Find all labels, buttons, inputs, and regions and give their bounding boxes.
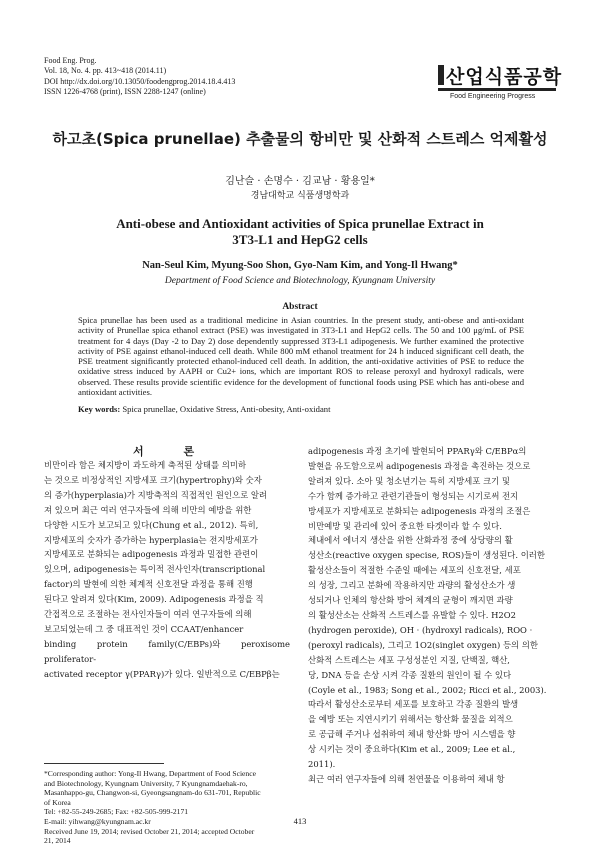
right-line: 성되거나 인체의 항산화 방어 체계의 균형이 깨지면 과량	[308, 595, 513, 606]
footnote-divider	[44, 763, 164, 764]
right-line: 의 활성산소는 산화적 스트레스를 유발할 수 있다. H2O2	[308, 609, 516, 620]
right-line: 따라서 활성산소로부터 세포를 보호하고 각종 질환의 발생	[308, 699, 519, 710]
english-title-line-1: Anti-obese and Antioxidant activities of Spica prunellae Extract in	[116, 216, 484, 231]
journal-doi: DOI http://dx.doi.org/10.13050/foodengprog.2014.18.4.413	[44, 76, 236, 86]
right-line: 당, DNA 등을 손상 시켜 각종 질환의 원인이 될 수 있다	[308, 669, 512, 680]
left-line: factor)의 발현에 의한 체계적 신호전달 과정을 통해 진행	[44, 579, 253, 590]
journal-issn: ISSN 1226-4768 (print), ISSN 2288-1247 (online)	[44, 86, 206, 96]
page-number: 413	[293, 816, 307, 826]
left-line: 지방세포로 분화되는 adipogenesis 과정과 밀접한 관련이	[44, 549, 259, 560]
right-line: 산화적 스트레스는 세포 구성성분인 지질, 단백질, 핵산,	[308, 654, 510, 665]
footnote-line: of Korea	[44, 797, 71, 807]
keywords-text: Spica prunellae, Oxidative Stress, Anti-obesity, Anti-oxidant	[122, 404, 331, 414]
right-line: adipogenesis 과정 초기에 발현되어 PPARγ와 C/EBPα의	[308, 446, 527, 456]
abstract-heading: Abstract	[282, 302, 318, 312]
right-line: (Coyle et al., 1983; Song et al., 2002; Ricci et al., 2003).	[308, 684, 547, 695]
logo-english-text: Food Engineering Progress	[450, 93, 536, 100]
footnote-line: and Biotechnology, Kyungnam University, 7 Kyungnamdaehak-ro,	[44, 778, 248, 788]
left-column	[44, 458, 290, 682]
right-line: (hydrogen peroxide), OH · (hydroxyl radicals), ROO ·	[308, 624, 533, 635]
english-affiliation: Department of Food Science and Biotechnology, Kyungnam University	[164, 276, 436, 286]
logo-korean-text: 산업식품공학	[446, 66, 563, 88]
journal-info	[44, 56, 235, 97]
right-line: 의 성장, 그리고 분화에 작용하지만 과량의 활성산소가 생	[308, 580, 516, 591]
footnote-line: 21, 2014	[44, 836, 71, 846]
right-line: 최근 여러 연구자들에 의해 천연물을 이용하여 체내 항	[308, 773, 505, 784]
korean-affiliation: 경남대학교 식품생명학과	[250, 191, 350, 201]
left-line: 다양한 시도가 보고되고 있다(Chung et al., 2012). 특히,	[44, 519, 259, 530]
section-heading: 서 론	[133, 445, 213, 458]
left-line: activated receptor γ(PPARγ)가 있다. 일반적으로 C/EBPβ는	[44, 668, 280, 679]
footnote-line: Tel: +82-55-249-2685; Fax: +82-505-999-2171	[44, 807, 189, 817]
right-line: 방세포가 지방세포로 분화되는 adipogenesis 과정의 조절은	[308, 505, 531, 516]
right-line: 성산소(reactive oxygen specise, ROS)들이 생성된다. 이러한	[308, 550, 545, 561]
footnote-line: Masanhappo-gu, Changwon-si, Gyeongsangnam-do 631-701, Republic	[44, 788, 261, 798]
korean-title: 하고초(Spica prunellae) 추출물의 항비만 및 산화적 스트레스 억제활성	[52, 130, 548, 148]
right-line: 을 예방 또는 지연시키기 위해서는 항산화 물질을 외적으	[308, 714, 513, 725]
right-line: 로 공급해 주거나 섭취하여 체내 항산화 방어 시스템을 향	[308, 729, 516, 740]
journal-logo	[438, 62, 563, 106]
logo-divider	[438, 88, 556, 91]
footnote-line: E-mail: yihwang@kyungnam.ac.kr	[44, 816, 151, 826]
left-line: 는 것으로 비정상적인 지방세포 크기(hypertrophy)와 숫자	[44, 474, 262, 485]
left-line: 보고되었는데 그 중 대표적인 것이 CCAAT/enhancer	[44, 623, 244, 634]
left-line: 간접적으로 조절하는 전사인자들이 여러 연구자들에 의해	[44, 609, 252, 620]
right-line: 알려져 있다. 소아 및 청소년기는 특히 지방세포 크기 및	[308, 475, 510, 486]
right-line: 수가 함께 증가하고 관련기관들이 형성되는 시기로써 전지	[308, 490, 519, 501]
left-line: 져 있으며 최근 여러 연구자들에 의해 비만의 예방을 위한	[44, 504, 252, 515]
right-line: 활성산소들이 적절한 수준일 때에는 세포의 신호전달, 세포	[308, 565, 521, 576]
footnote-line: *Corresponding author: Yong-Il Hwang, Department of Food Science	[44, 769, 256, 778]
footnote-line: Received June 19, 2014; revised October 21, 2014; accepted October	[44, 826, 255, 836]
right-line: (peroxyl radicals), 그리고 1O2(singlet oxygen) 등의 의한	[308, 639, 538, 650]
right-line: 체내에서 에너지 생산을 위한 산화과정 중에 상당량의 활	[308, 535, 513, 546]
right-line: 상 시키는 것이 중요하다(Kim et al., 2009; Lee et al.,	[308, 744, 516, 755]
keywords	[78, 404, 524, 414]
logo-mark-icon	[438, 65, 444, 85]
right-column	[308, 444, 554, 787]
left-line: 비만이라 함은 체지방이 과도하게 축적된 상태를 의미하	[44, 460, 247, 470]
left-line: 의 증가(hyperplasia)가 지방축적의 직접적인 원인으로 알려	[44, 489, 268, 500]
right-line: 2011).	[308, 759, 336, 770]
journal-name: Food Eng. Prog.	[44, 56, 97, 65]
left-line: 있으며, adipogenesis는 특이적 전사인자(transcriptional	[44, 564, 266, 575]
journal-volume: Vol. 18, No. 4. pp. 413~418 (2014.11)	[44, 66, 167, 76]
korean-authors: 김난슬 · 손명수 · 김교남 · 황용일*	[225, 176, 375, 187]
right-line: 발현을 유도함으로써 adipogenesis 과정을 촉진하는 것으로	[308, 460, 531, 471]
left-line: 지방세포의 숫자가 증가하는 hyperplasia는 전지방세포가	[44, 534, 258, 545]
left-line: binding protein family(C/EBPs)와 peroxisome proliferator-	[44, 638, 290, 664]
english-title-line-2: 3T3-L1 and HepG2 cells	[232, 232, 368, 247]
keywords-label: Key words:	[78, 404, 121, 414]
abstract-text: Spica prunellae has been used as a traditional medicine in Asian countries. In the present study, anti-obese and anti-oxidant activity of Prunellae spica ethanol extract (PSE) was investigated in 3T3-L1 and HepG2 cells. The 50 and 100 μg/mL of PSE treatment for 4 days (Day -2 to Day 2) dose dependently suppressed 3T3-L1 adipogenesis. We further examined the protective activity of PSE against ethanol-induced cell death. While 800 mM ethanol treatment for 24 h induced significant cell death, the PSE treatment significantly protected ethanol-induced cell death. In addition, the anti-oxidative activities of PSE to reduce the oxidative stress induced by AAPH or Cu2+ ions, which are important ROS to release peroxyl and hydroxyl radicals, were observed. These results provide scientific evidence for the development of functional foods using PSE which has anti-obese and antioxidant activities.	[78, 315, 524, 398]
footnote	[44, 769, 294, 846]
english-title	[60, 216, 540, 248]
left-line: 된다고 알려져 있다(Kim, 2009). Adipogenesis 과정을 직	[44, 594, 264, 605]
right-line: 비만예방 및 관리에 있어 중요한 타겟이라 할 수 있다.	[308, 520, 502, 531]
english-authors: Nan-Seul Kim, Myung-Soo Shon, Gyo-Nam Kim, and Yong-Il Hwang*	[142, 260, 458, 271]
